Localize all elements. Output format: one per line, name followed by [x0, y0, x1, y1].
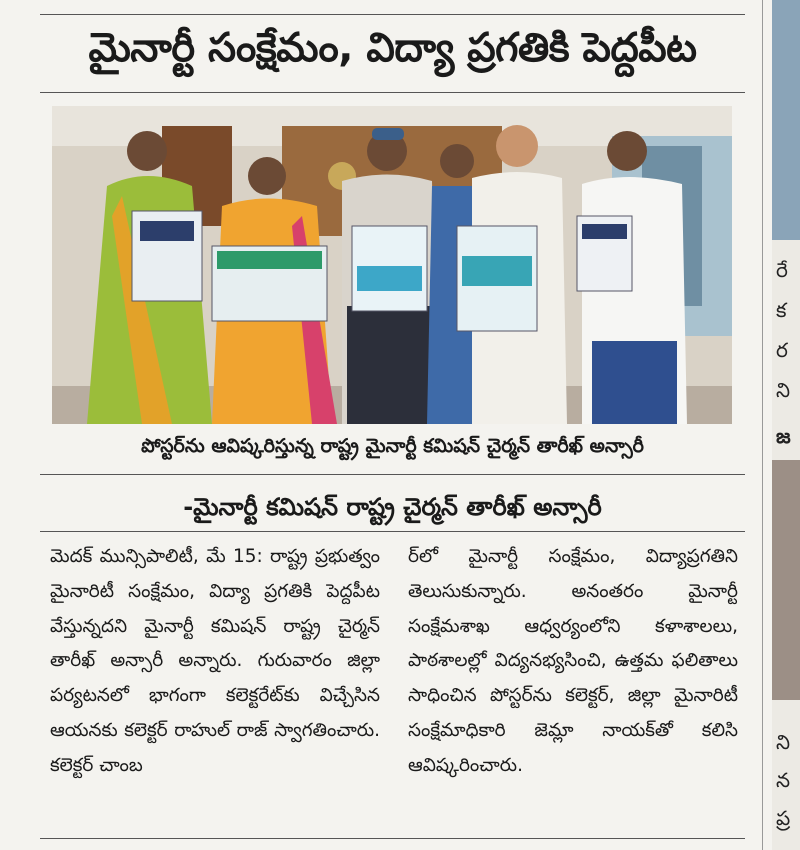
news-photo: [52, 106, 732, 424]
adjacent-photo-top: [772, 0, 800, 240]
adjacent-column: [772, 0, 800, 850]
adjacent-fragment: రే: [776, 258, 788, 282]
adjacent-photo-bottom: [772, 460, 800, 700]
body-left-text: మెదక్ మున్సిపాలిటీ, మే 15: రాష్ట్ర ప్రభుత్వం మైనారిటీ సంక్షేమం, విద్యా ప్రగతికి పెద్దపీట వేస్తున్నదని మైనార్టీ కమిషన్ రాష్ట్ర చైర్మన్ తారీఖ్ అన్సారీ అన్నారు. గురువారం జిల్లా పర్యటనలో భాగంగా కలెక్టరేట్‌కు విచ్చేసిన ఆయనకు కలెక్టర్ రాహుల్ రాజ్ స్వాగతించారు. కలెక్టర్ చాంబ: [50, 546, 380, 776]
adjacent-fragment: క: [776, 298, 787, 322]
headline-rule: [40, 92, 745, 93]
adjacent-fragment: ని: [776, 730, 791, 754]
subheadline: -మైనార్టీ కమిషన్ రాష్ట్ర చైర్మన్ తారీఖ్ అన్సారీ: [183, 493, 602, 521]
adjacent-fragment: ప్ర: [776, 806, 791, 830]
top-rule: [40, 14, 745, 15]
body-column-left: [50, 540, 380, 784]
headline: మైనార్టీ సంక్షేమం, విద్యా ప్రగతికి పెద్దపీట: [88, 25, 697, 71]
subhead-rule: [40, 531, 745, 532]
adjacent-fragment: న: [776, 768, 791, 792]
adjacent-fragment: ని: [776, 378, 791, 402]
photo-illustration: [52, 106, 732, 424]
column-divider: [762, 0, 763, 850]
article: [40, 0, 745, 850]
caption-rule: [40, 474, 745, 475]
bottom-rule: [40, 838, 745, 839]
photo-caption: పోస్టర్‌ను ఆవిష్కరిస్తున్న రాష్ట్ర మైనార్టీ కమిషన్ చైర్మన్ తారీఖ్ అన్సారీ: [141, 435, 644, 457]
body-column-right: [408, 540, 738, 784]
adjacent-fragment: జ: [776, 424, 791, 448]
body-right-text: ర్‌లో మైనార్టీ సంక్షేమం, విద్యాప్రగతిని తెలుసుకున్నారు. అనంతరం మైనార్టీ సంక్షేమశాఖ ఆధ్వర్యంలోని కళాశాలలు, పాఠశాలల్లో విద్యనభ్యసించి, ఉత్తమ ఫలితాలు సాధించిన పోస్టర్‌ను కలెక్టర్, జిల్లా మైనారిటీ సంక్షేమాధికారి జెమ్లా నాయక్‌తో కలిసి ఆవిష్కరించారు.: [408, 546, 738, 776]
adjacent-fragment: ర: [776, 338, 788, 362]
